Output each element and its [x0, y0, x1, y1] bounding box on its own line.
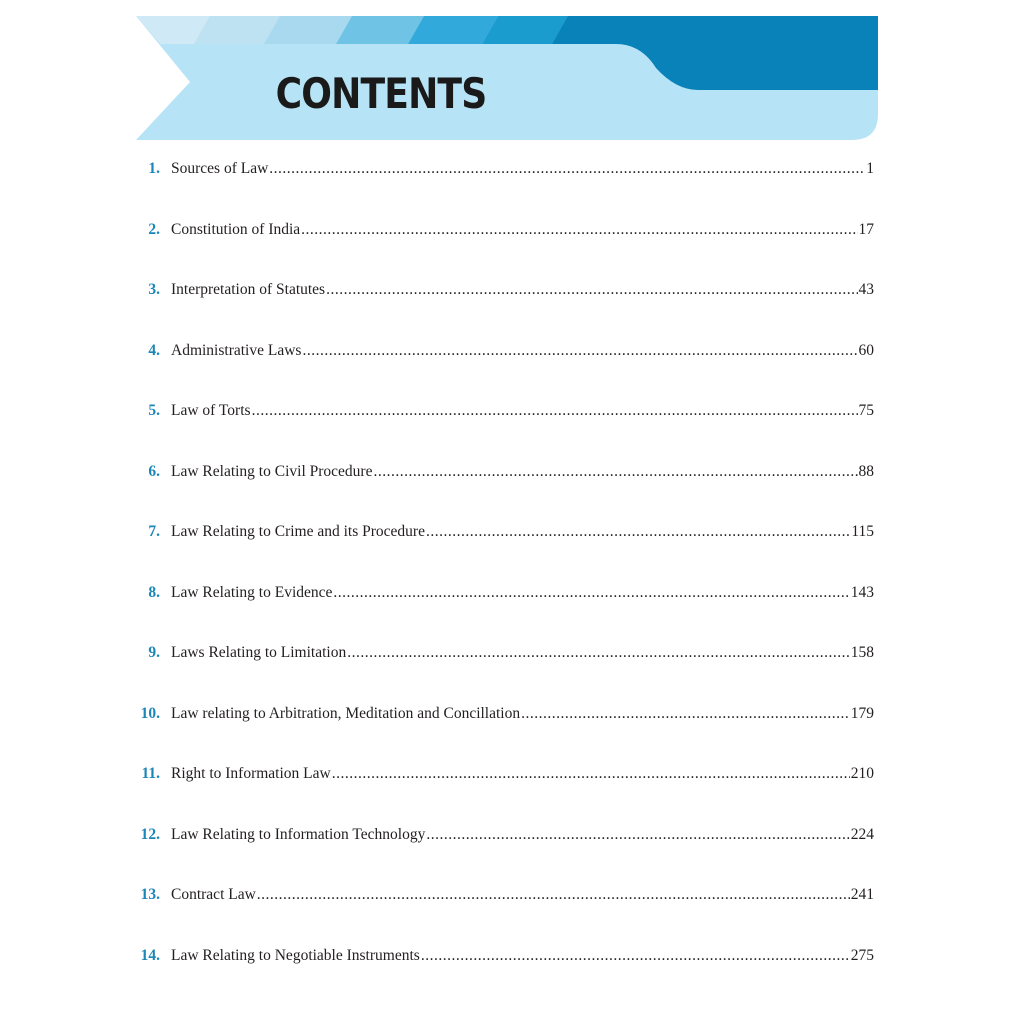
toc-entry-number: 11.	[141, 765, 160, 782]
toc-dot-leader	[257, 886, 850, 904]
toc-entry-title: Law Relating to Information Technology	[171, 825, 426, 843]
toc-entry-number: 8.	[148, 583, 160, 601]
toc-entry-page-number: 17	[858, 220, 874, 238]
page-title: CONTENTS	[275, 69, 487, 118]
toc-entry-title: Law of Torts	[171, 402, 251, 419]
toc-entry-title: Law relating to Arbitration, Meditation and Concillation	[171, 704, 521, 722]
toc-entry-number: 5.	[148, 402, 160, 419]
toc-entry-page-number: 43	[858, 281, 874, 298]
toc-entry-number: 10.	[140, 704, 160, 722]
toc-entry[interactable]	[136, 826, 874, 887]
toc-dot-leader	[302, 342, 857, 360]
toc-entry-page-number: 224	[850, 825, 874, 843]
toc-entry[interactable]	[136, 947, 874, 1008]
toc-entry-title: Law Relating to Negotiable Instruments	[171, 946, 420, 964]
toc-entry-number: 2.	[148, 220, 160, 238]
toc-entry-number: 14.	[140, 946, 160, 964]
toc-dot-leader	[333, 584, 849, 602]
toc-dot-leader	[426, 523, 850, 541]
toc-entry-number: 3.	[148, 281, 160, 298]
toc-dot-leader	[426, 826, 849, 844]
toc-entry-number: 6.	[148, 462, 160, 480]
toc-entry-page-number: 143	[850, 583, 874, 601]
toc-entry-title: Laws Relating to Limitation	[171, 644, 347, 661]
toc-entry-title: Law Relating to Evidence	[171, 583, 333, 601]
toc-entry-title: Constitution of India	[171, 220, 301, 238]
table-of-contents	[136, 160, 874, 1007]
toc-entry-number: 12.	[140, 825, 160, 843]
toc-entry-title: Administrative Laws	[171, 341, 302, 359]
toc-dot-leader	[269, 160, 865, 178]
toc-entry-page-number: 241	[850, 886, 874, 903]
toc-entry-title: Right to Information Law	[171, 765, 331, 782]
toc-entry-number: 13.	[140, 886, 160, 903]
toc-entry-title: Contract Law	[171, 886, 256, 903]
toc-entry[interactable]	[136, 886, 874, 947]
toc-entry[interactable]	[136, 765, 874, 826]
toc-entry[interactable]	[136, 281, 874, 342]
toc-entry-page-number: 1	[866, 160, 874, 177]
toc-entry[interactable]	[136, 644, 874, 705]
toc-dot-leader	[252, 402, 858, 420]
toc-dot-leader	[301, 221, 857, 239]
toc-dot-leader	[326, 281, 857, 299]
toc-entry[interactable]	[136, 523, 874, 584]
toc-entry[interactable]	[136, 584, 874, 645]
toc-entry-title: Sources of Law	[171, 160, 269, 177]
toc-entry-page-number: 75	[858, 402, 874, 419]
toc-entry-title: Interpretation of Statutes	[171, 281, 326, 298]
toc-entry-number: 4.	[148, 341, 160, 359]
toc-entry[interactable]	[136, 463, 874, 524]
toc-entry-page-number: 115	[851, 523, 874, 540]
toc-dot-leader	[332, 765, 850, 783]
toc-entry[interactable]	[136, 402, 874, 463]
toc-entry-page-number: 88	[858, 462, 874, 480]
toc-entry[interactable]	[136, 221, 874, 282]
toc-entry-page-number: 210	[850, 765, 874, 782]
toc-entry-page-number: 179	[850, 704, 874, 722]
toc-entry-number: 7.	[148, 523, 160, 540]
toc-dot-leader	[373, 463, 857, 481]
toc-dot-leader	[421, 947, 850, 965]
toc-entry-number: 1.	[148, 160, 160, 177]
toc-dot-leader	[347, 644, 850, 662]
toc-entry-title: Law Relating to Civil Procedure	[171, 462, 373, 480]
toc-entry-page-number: 275	[850, 946, 874, 964]
toc-entry[interactable]	[136, 342, 874, 403]
toc-entry-number: 9.	[148, 644, 160, 661]
toc-entry[interactable]	[136, 160, 874, 221]
toc-entry[interactable]	[136, 705, 874, 766]
toc-entry-page-number: 158	[850, 644, 874, 661]
toc-entry-page-number: 60	[858, 341, 874, 359]
toc-dot-leader	[521, 705, 850, 723]
toc-entry-title: Law Relating to Crime and its Procedure	[171, 523, 425, 540]
